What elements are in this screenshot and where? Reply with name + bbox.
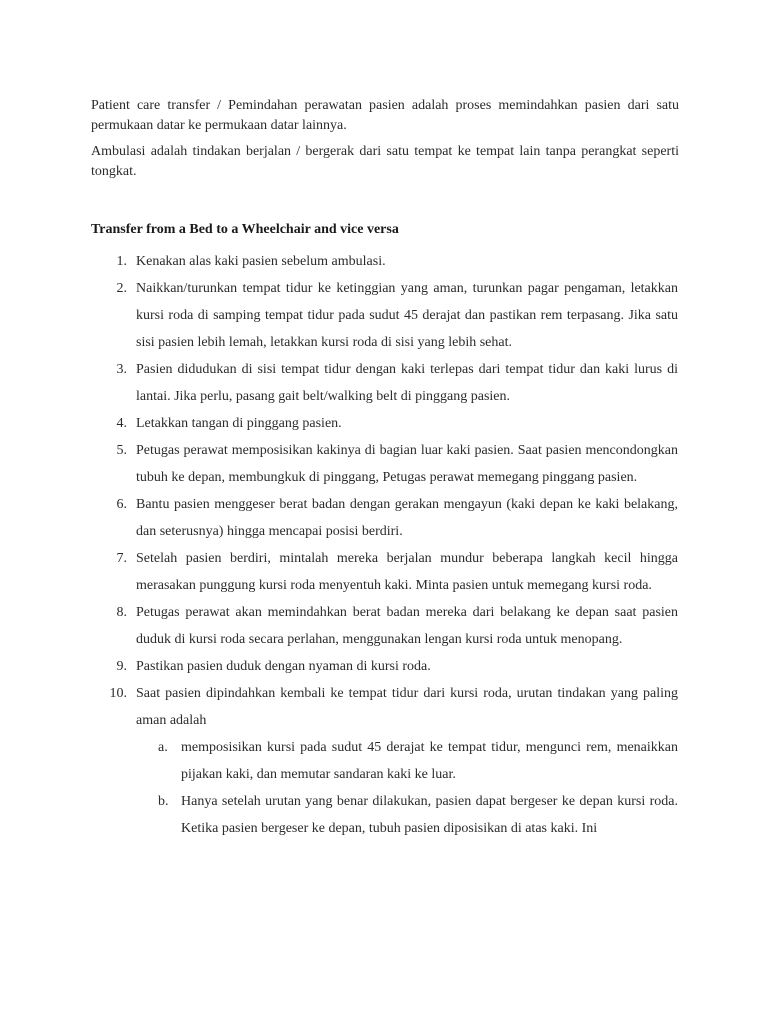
steps-list xyxy=(0,248,768,842)
list-item xyxy=(0,437,768,491)
sub-list-item xyxy=(0,734,768,788)
list-item xyxy=(0,410,768,437)
list-item-number: 8. xyxy=(116,605,127,620)
sub-list-item-text: Hanya setelah urutan yang benar dilakukan, pasien dapat bergeser ke depan kursi roda. Ketika pasien bergeser ke depan, tubuh pasien diposisikan di atas kaki. Ini xyxy=(181,794,678,836)
list-item-text: Saat pasien dipindahkan kembali ke tempat tidur dari kursi roda, urutan tindakan yang paling aman adalah xyxy=(136,686,678,728)
sub-list-item-letter: b. xyxy=(158,794,169,809)
list-item-text: Naikkan/turunkan tempat tidur ke ketinggian yang aman, turunkan pagar pengaman, letakkan kursi roda di samping tempat tidur pada sudut 45 derajat dan pastikan rem terpasang. Jika satu sisi pasien lebih lemah, letakkan kursi roda di sisi yang lebih sehat. xyxy=(136,281,678,350)
list-item xyxy=(0,356,768,410)
list-item xyxy=(0,275,768,356)
list-item xyxy=(0,545,768,599)
list-item xyxy=(0,680,768,734)
list-item-number: 2. xyxy=(116,281,127,296)
list-item-number: 4. xyxy=(116,416,127,431)
list-item-text: Setelah pasien berdiri, mintalah mereka berjalan mundur beberapa langkah kecil hingga merasakan punggung kursi roda menyentuh kaki. Minta pasien untuk memegang kursi roda. xyxy=(136,551,678,593)
list-item-text: Petugas perawat akan memindahkan berat badan mereka dari belakang ke depan saat pasien duduk di kursi roda secara perlahan, menggunakan lengan kursi roda untuk menopang. xyxy=(136,605,678,647)
list-item-text: Pastikan pasien duduk dengan nyaman di kursi roda. xyxy=(136,659,431,674)
sub-list-item-letter: a. xyxy=(158,740,168,755)
sub-list-item xyxy=(0,788,768,842)
list-item-number: 6. xyxy=(116,497,127,512)
list-item-number: 1. xyxy=(116,254,127,269)
intro-paragraph-2: Ambulasi adalah tindakan berjalan / bergerak dari satu tempat ke tempat lain tanpa perangkat seperti tongkat. xyxy=(91,144,679,179)
list-item xyxy=(0,248,768,275)
list-item xyxy=(0,599,768,653)
sub-list-item-text: memposisikan kursi pada sudut 45 derajat ke tempat tidur, mengunci rem, menaikkan pijakan kaki, dan memutar sandaran kaki ke luar. xyxy=(181,740,678,782)
list-item-text: Pasien didudukan di sisi tempat tidur dengan kaki terlepas dari tempat tidur dan kaki lurus di lantai. Jika perlu, pasang gait belt/walking belt di pinggang pasien. xyxy=(136,362,678,404)
list-item-number: 7. xyxy=(116,551,127,566)
list-item-text: Letakkan tangan di pinggang pasien. xyxy=(136,416,342,431)
list-item-text: Kenakan alas kaki pasien sebelum ambulasi. xyxy=(136,254,386,269)
list-item xyxy=(0,491,768,545)
intro-paragraph-1: Patient care transfer / Pemindahan perawatan pasien adalah proses memindahkan pasien dari satu permukaan datar ke permukaan datar lainnya. xyxy=(91,98,679,133)
list-item xyxy=(0,653,768,680)
list-item-number: 3. xyxy=(116,362,127,377)
list-item-text: Bantu pasien menggeser berat badan dengan gerakan mengayun (kaki depan ke kaki belakang, dan seterusnya) hingga mencapai posisi berdiri. xyxy=(136,497,678,539)
section-heading: Transfer from a Bed to a Wheelchair and vice versa xyxy=(91,222,399,237)
list-item-number: 9. xyxy=(116,659,127,674)
list-item-number: 5. xyxy=(116,443,127,458)
list-item-text: Petugas perawat memposisikan kakinya di bagian luar kaki pasien. Saat pasien mencondongkan tubuh ke depan, membungkuk di pinggang, Petugas perawat memegang pinggang pasien. xyxy=(136,443,678,485)
list-item-number: 10. xyxy=(109,686,127,701)
